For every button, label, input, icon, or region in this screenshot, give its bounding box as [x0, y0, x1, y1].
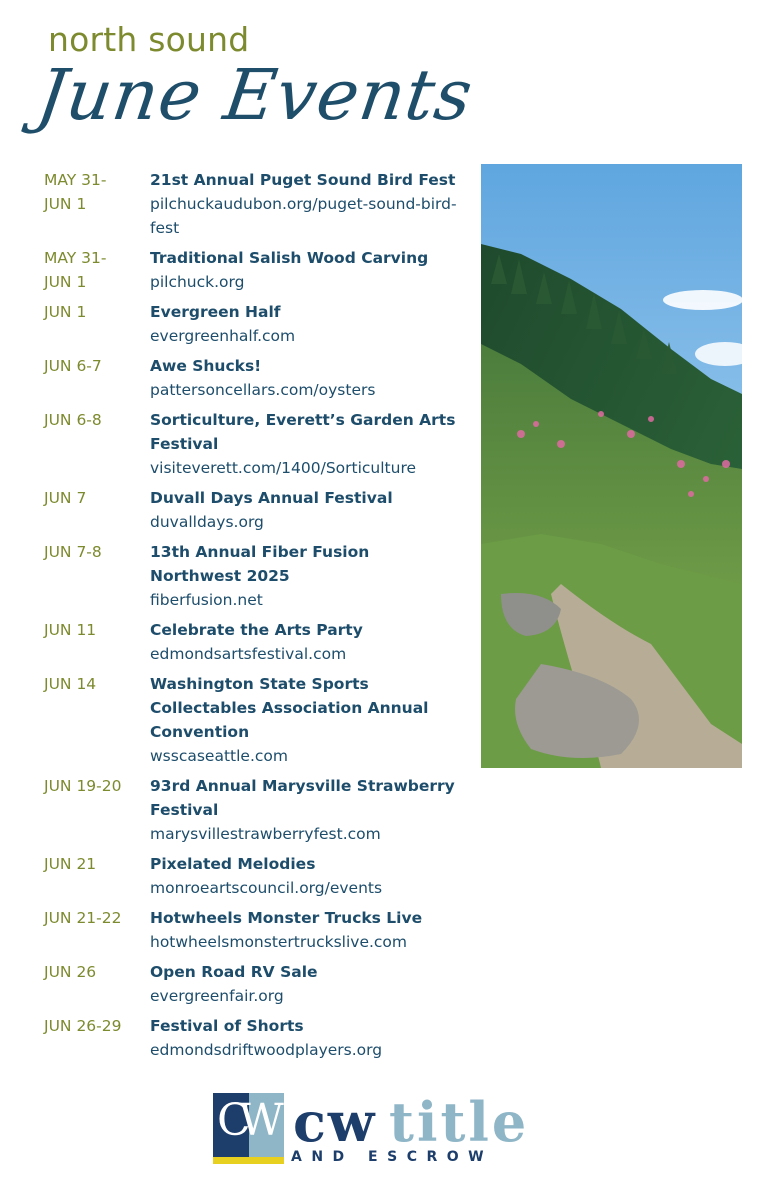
event-url[interactable]: duvalldays.org	[150, 513, 264, 531]
event-name: 13th Annual Fiber Fusion Northwest 2025	[150, 543, 370, 585]
event-details	[150, 408, 464, 480]
event-details	[150, 300, 464, 348]
event-date: JUN 19-20	[44, 777, 122, 795]
event-name: Hotwheels Monster Trucks Live	[150, 909, 423, 927]
event-item	[44, 354, 464, 402]
event-name: 21st Annual Puget Sound Bird Fest	[150, 171, 456, 189]
event-url[interactable]: edmondsdriftwoodplayers.org	[150, 1041, 383, 1059]
kicker-heading: north sound	[48, 20, 250, 59]
event-date: JUN 11	[44, 621, 97, 639]
event-details	[150, 672, 464, 768]
event-item	[44, 618, 464, 666]
event-name: Washington State Sports Collectables Association Annual Convention	[150, 675, 429, 741]
event-url[interactable]: pilchuckaudubon.org/puget-sound-bird-fest	[150, 195, 457, 237]
event-name: Celebrate the Arts Party	[150, 621, 363, 639]
event-details	[150, 168, 464, 240]
event-url[interactable]: marysvillestrawberryfest.com	[150, 825, 381, 843]
event-item	[44, 774, 464, 846]
event-name: Evergreen Half	[150, 303, 281, 321]
logo-word-title: title	[389, 1090, 530, 1154]
event-url[interactable]: pattersoncellars.com/oysters	[150, 381, 376, 399]
event-item	[44, 672, 464, 768]
event-item	[44, 960, 464, 1008]
event-date: JUN 6-7	[44, 357, 102, 375]
logo-word-cw: cw	[293, 1090, 377, 1154]
event-item	[44, 486, 464, 534]
event-date: MAY 31- JUN 1	[44, 171, 107, 213]
event-date: JUN 26-29	[44, 1017, 122, 1035]
event-name: Open Road RV Sale	[150, 963, 318, 981]
event-name: Festival of Shorts	[150, 1017, 304, 1035]
event-item	[44, 906, 464, 954]
event-date: JUN 7-8	[44, 543, 102, 561]
event-details	[150, 960, 464, 1008]
event-date: JUN 26	[44, 963, 97, 981]
event-item	[44, 246, 464, 294]
event-url[interactable]: pilchuck.org	[150, 273, 245, 291]
event-item	[44, 540, 464, 612]
event-name: Awe Shucks!	[150, 357, 262, 375]
event-details	[150, 618, 464, 666]
event-date: MAY 31- JUN 1	[44, 249, 107, 291]
logo-mark-yellow-stripe	[213, 1157, 284, 1164]
event-details	[150, 1014, 464, 1062]
cw-logo-mark	[213, 1093, 284, 1164]
logo-mark-glyph: CW	[217, 1095, 272, 1146]
event-details	[150, 774, 464, 846]
event-name: Traditional Salish Wood Carving	[150, 249, 429, 267]
event-details	[150, 852, 464, 900]
cw-title-logo	[213, 1090, 553, 1169]
event-date: JUN 1	[44, 303, 87, 321]
event-details	[150, 540, 464, 612]
event-url[interactable]: visiteverett.com/1400/Sorticulture	[150, 459, 417, 477]
event-item	[44, 408, 464, 480]
event-url[interactable]: hotwheelsmonstertruckslive.com	[150, 933, 408, 951]
event-date: JUN 21	[44, 855, 97, 873]
event-url[interactable]: edmondsartsfestival.com	[150, 645, 347, 663]
event-url[interactable]: evergreenfair.org	[150, 987, 284, 1005]
page-title: June Events	[32, 54, 478, 136]
event-url[interactable]: monroeartscouncil.org/events	[150, 879, 383, 897]
event-name: Pixelated Melodies	[150, 855, 316, 873]
event-date: JUN 6-8	[44, 411, 102, 429]
event-date: JUN 7	[44, 489, 87, 507]
event-date: JUN 21-22	[44, 909, 122, 927]
mountain-trail-photo	[481, 164, 742, 768]
event-name: Sorticulture, Everett’s Garden Arts Festival	[150, 411, 456, 453]
event-details	[150, 354, 464, 402]
event-item	[44, 168, 464, 240]
event-name: Duvall Days Annual Festival	[150, 489, 393, 507]
event-url[interactable]: wsscaseattle.com	[150, 747, 288, 765]
event-details	[150, 246, 464, 294]
event-url[interactable]: fiberfusion.net	[150, 591, 263, 609]
events-list	[44, 168, 464, 1068]
event-date: JUN 14	[44, 675, 97, 693]
event-item	[44, 852, 464, 900]
event-details	[150, 906, 464, 954]
event-item	[44, 1014, 464, 1062]
event-item	[44, 300, 464, 348]
logo-subtitle: AND ESCROW	[291, 1149, 494, 1165]
event-name: 93rd Annual Marysville Strawberry Festival	[150, 777, 455, 819]
event-details	[150, 486, 464, 534]
event-url[interactable]: evergreenhalf.com	[150, 327, 296, 345]
